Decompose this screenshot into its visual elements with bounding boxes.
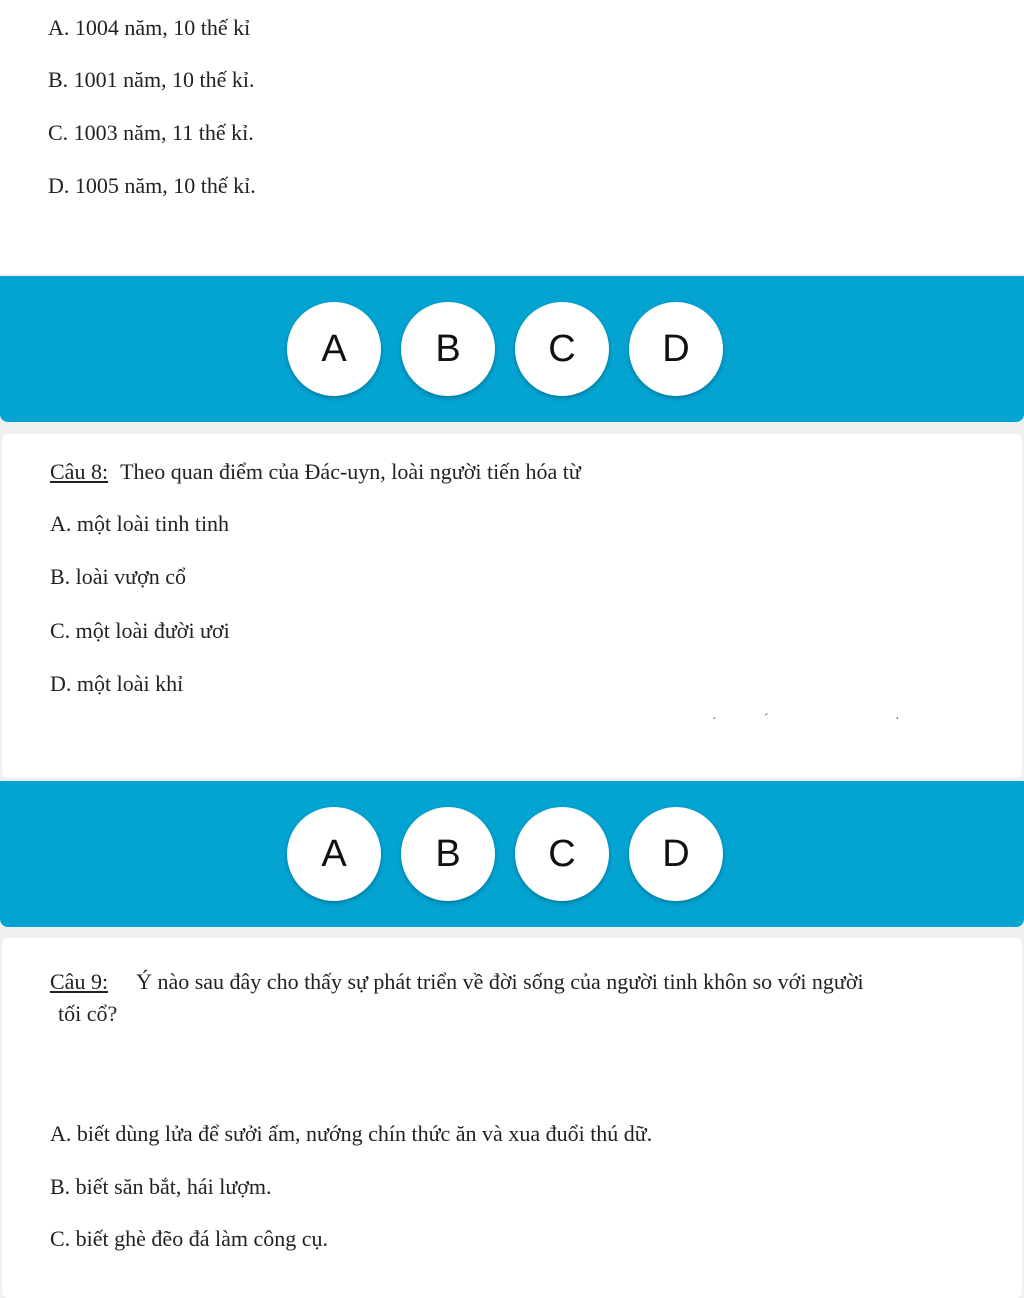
answer-button-b[interactable]: B: [401, 807, 495, 901]
question-7-card: [0, 0, 1024, 274]
q8-text: Theo quan điểm của Đác-uyn, loài người tiến hóa từ: [120, 459, 581, 484]
answer-button-c[interactable]: C: [515, 302, 609, 396]
answer-button-d[interactable]: D: [629, 302, 723, 396]
answer-button-a[interactable]: A: [287, 807, 381, 901]
answer-bar-q7: [0, 276, 1024, 422]
q9-label: Câu 9:: [50, 969, 109, 994]
stray-mark: ˊ: [764, 712, 769, 727]
stray-mark: ·: [895, 712, 900, 727]
q7-option-a: A. 1004 năm, 10 thế kỉ: [48, 15, 251, 40]
q8-option-b: B. loài vượn cổ: [50, 564, 186, 589]
q8-option-c: C. một loài đười ươi: [50, 618, 230, 643]
q8-question: [50, 458, 581, 486]
answer-bar-q8: [0, 781, 1024, 927]
q9-text-line1: Ý nào sau đây cho thấy sự phát triển về đời sống của người tinh khôn so với người: [136, 969, 864, 994]
question-8-card: [2, 434, 1022, 778]
answer-button-c[interactable]: C: [515, 807, 609, 901]
q9-option-c: C. biết ghè đẽo đá làm công cụ.: [50, 1226, 328, 1251]
q8-option-a: A. một loài tinh tinh: [50, 511, 230, 536]
q8-label: Câu 8:: [50, 459, 109, 484]
stray-mark: ·: [712, 712, 717, 727]
q7-option-c: C. 1003 năm, 11 thế kỉ.: [48, 120, 254, 145]
q9-question: [50, 968, 864, 996]
question-9-card: [2, 938, 1022, 1298]
q9-text-line2: tối cổ?: [58, 1001, 118, 1026]
q8-option-d: D. một loài khỉ: [50, 671, 184, 696]
answer-button-a[interactable]: A: [287, 302, 381, 396]
q9-option-b: B. biết săn bắt, hái lượm.: [50, 1174, 272, 1199]
q7-option-b: B. 1001 năm, 10 thế kỉ.: [48, 67, 255, 92]
answer-button-d[interactable]: D: [629, 807, 723, 901]
q7-option-d: D. 1005 năm, 10 thế kỉ.: [48, 173, 256, 198]
answer-button-b[interactable]: B: [401, 302, 495, 396]
q9-option-a: A. biết dùng lửa để sưởi ấm, nướng chín thức ăn và xua đuổi thú dữ.: [50, 1121, 653, 1146]
